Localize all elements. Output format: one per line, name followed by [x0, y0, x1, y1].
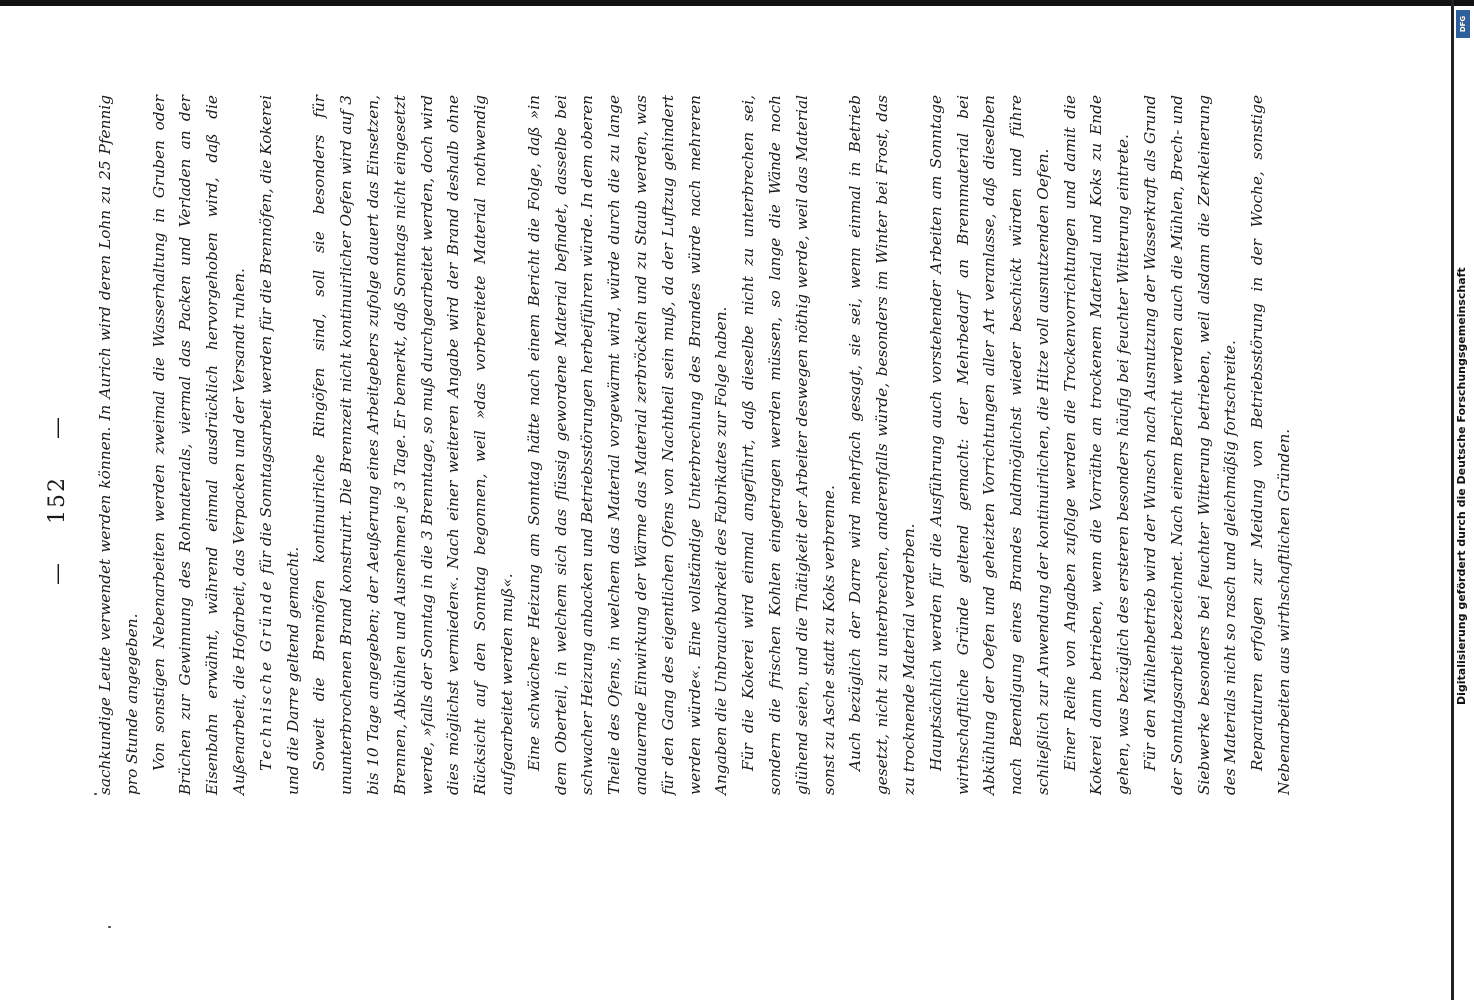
paragraph	[521, 95, 735, 795]
header-dash-left: —	[45, 561, 70, 585]
paragraph	[253, 95, 307, 795]
paragraph-text: Eine schwächere Heizung am Sonntag hätte nach einem Bericht die Folge, daß »in dem Oberteil, in welchem sich das flüssig gewordene Material befindet, dasselbe bei schwacher Heizung anbacken und Betriebsstörungen herbeiführen würde. In dem oberen Theile des Ofens, in welchem das Material vorgewärmt wird, würde durch die zu lange andauernde Einwirkung der Wärme das Material zerbröckeln und zu Staub werden, was für den Gang des eigentlichen Ofens von Nachtheil sein muß, da der Luftzug gehindert werden würde«. Eine vollständige Unterbrechung des Brandes würde nach mehreren Angaben die Unbrauchbarkeit des Fabrikates zur Folge haben.	[524, 95, 731, 795]
paragraph	[306, 95, 520, 795]
paragraph	[146, 95, 253, 795]
paragraph	[1057, 95, 1137, 795]
paragraph-text: Reparaturen erfolgen zur Meidung von Betriebsstörung in der Woche, sonstige Nebenarbeiten aus wirthschaftlichen Gründen.	[1248, 95, 1294, 795]
page-number: 152	[45, 476, 70, 524]
paragraph-text: Hauptsächlich werden für die Ausführung auch vorstehender Arbeiten am Sonntage wirthschaftliche Gründe geltend gemacht: der Mehrbedarf an Brennmaterial bei Abkühlung der Oefen und geheizten Vorrichtungen aller Art veranlasse, daß dieselben nach Beendigung eines Brandes baldmöglichst wieder beschickt würden und führe schließlich zur Anwendung der kontinuirlichen, die Hitze voll ausnutzenden Oefen.	[926, 95, 1052, 795]
paragraph	[923, 95, 1057, 795]
header-dash-right: —	[45, 415, 70, 439]
paragraph-text: Von sonstigen Nebenarbeiten werden zweimal die Wasserhaltung in Gruben oder Brüchen zur Gewinnung des Rohmaterials, viermal das Packen und Verladen an der Eisenbahn erwähnt, während einmal ausdrücklich hervorgehoben wird, daß die Außenarbeit, die Hofarbeit, das Verpacken und der Versandt ruhen.	[149, 95, 248, 795]
page-body	[92, 95, 1298, 795]
page-header	[45, 0, 70, 1000]
paragraph-text: Soweit die Brennöfen kontinuirliche Ringöfen sind, soll sie besonders für ununterbrochenen Brand konstruirt. Die Brennzeit nicht kontinuirlicher Oefen wird auf 3 bis 10 Tage angegeben; der Aeußerung eines Arbeitgebers zufolge dauert das Einsetzen, Brennen, Abkühlen und Ausnehmen je 3 Tage. Er bemerkt, daß Sonntags nicht eingesetzt werde, »falls der Sonntag in die 3 Brenntage, so muß durchgearbeitet werden, doch wird dies möglichst vermieden«. Nach einer weiteren Angabe wird der Brand deshalb ohne Rücksicht auf den Sonntag begonnen, weil »das vorbereitete Material nothwendig aufgearbeitet werden muß«.	[310, 95, 516, 795]
paragraph-text: Für den Mühlenbetrieb wird der Wunsch nach Ausnutzung der Wasserkraft als Grund der Sonntagsarbeit bezeichnet. Nach einem Bericht werden auch die Mühlen, Brech- und Siebwerke besonders bei feuchter Witterung betrieben, weil alsdann die Zerkleinerung des Materials nicht so rasch und gleichmäßig fortschreite.	[1141, 95, 1240, 795]
paragraph	[842, 95, 922, 795]
paragraph	[735, 95, 842, 795]
paragraph-lead: Technische Gründe	[256, 578, 275, 771]
dfg-logo: DFG	[1456, 10, 1470, 38]
paragraph-text: für die Sonntagsarbeit werden für die Brennöfen, die Kokerei und die Darre geltend gemacht.	[256, 95, 302, 795]
paragraph	[92, 95, 146, 795]
paragraph	[1137, 95, 1244, 795]
paragraph-text: Einer Reihe von Angaben zufolge werden die Trockenvorrichtungen und damit die Kokerei dann betrieben, wenn die Vorräthe an trockenem Material und Koks zu Ende gehen, was bezüglich des ersteren besonders häufig bei feuchter Witterung eintrete.	[1060, 95, 1133, 795]
paragraph-text: Auch bezüglich der Darre wird mehrfach gesagt, sie sei, wenn einmal in Betrieb gesetzt, nicht zu unterbrechen, anderenfalls würde, besonders im Winter bei Frost, das zu trocknende Material verderben.	[846, 95, 918, 795]
digitization-credit: Digitalisierung gefördert durch die Deutsche Forschungsgemeinschaft	[1455, 267, 1468, 705]
paragraph-text: Für die Kokerei wird einmal angeführt, daß dieselbe nicht zu unterbrechen sei, sondern die frischen Kohlen eingetragen werden müssen, so lange die Wände noch glühend seien, und die Thätigkeit der Arbeiter deswegen nöthig werde, weil das Material sonst zu Asche statt zu Koks verbrenne.	[739, 95, 838, 795]
paragraph	[1244, 95, 1298, 795]
paragraph-text: sachkundige Leute verwendet werden können. In Aurich wird deren Lohn zu 25 Pfennig pro Stunde angegeben.	[96, 95, 141, 795]
